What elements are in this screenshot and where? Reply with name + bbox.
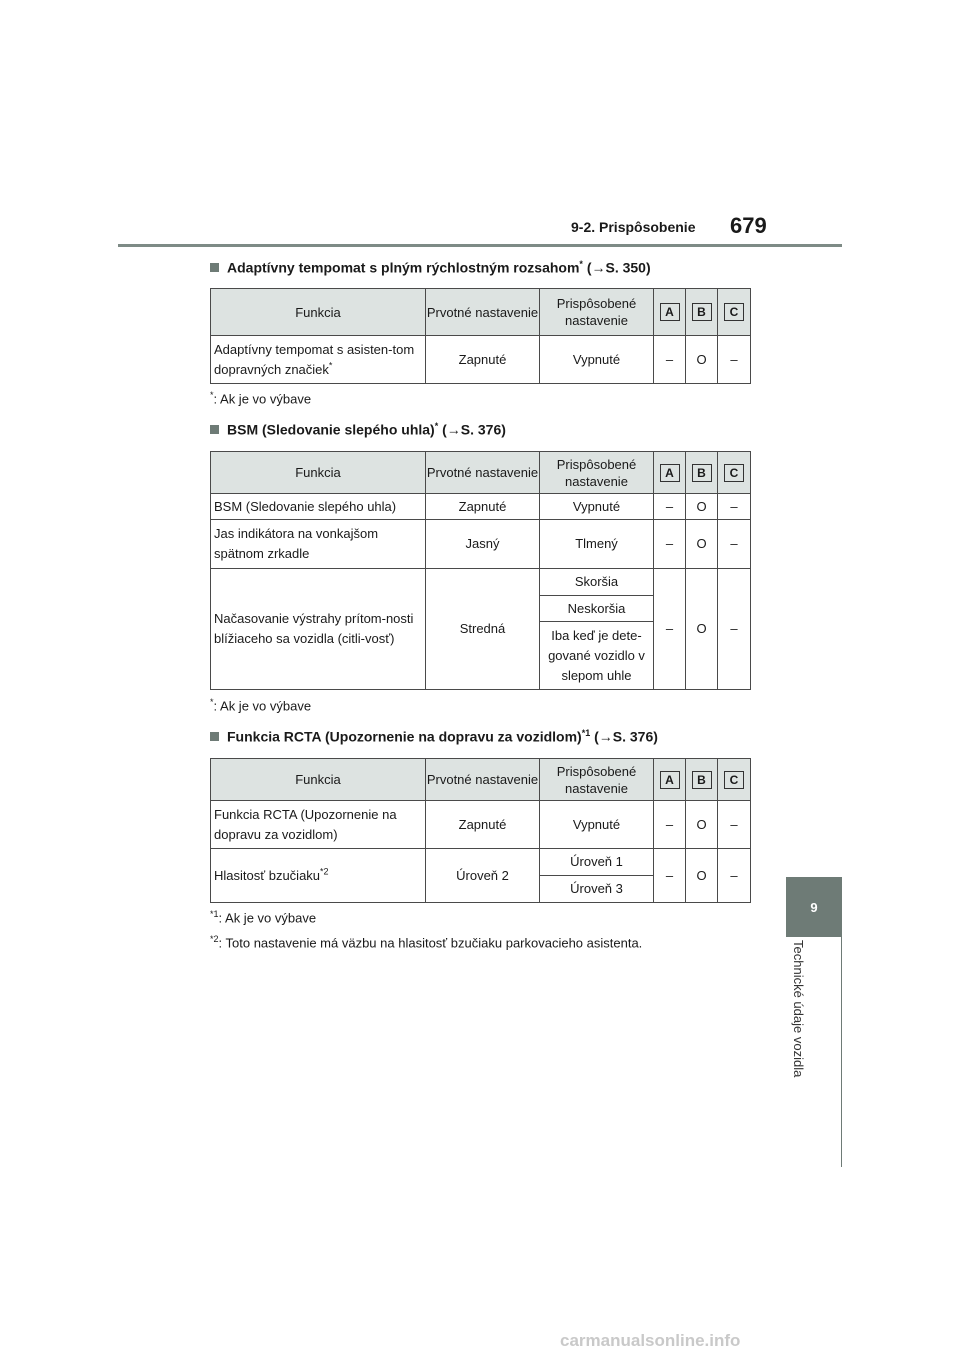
table-header-row: Funkcia Prvotné nastavenie Prispôsobené nastavenie A B C — [211, 759, 751, 801]
watermark: carmanualsonline.info — [560, 1331, 741, 1350]
table-row: Iba keď je dete-gované vozidlo v slepom uhle — [211, 622, 751, 690]
page-reference[interactable]: (→S. 376) — [442, 421, 506, 438]
table-row: Neskoršia — [211, 596, 751, 622]
section-title-rcta: Funkcia RCTA (Upozornenie na dopravu za vozidlom)$^{*1}$ (→S. 376) — [210, 728, 658, 745]
table-row: Jas indikátora na vonkajšom spätnom zrkadle Jasný Tlmený – O – — [211, 520, 751, 569]
column-a-icon: A — [660, 464, 680, 482]
table-row: Úroveň 3 — [211, 876, 751, 903]
page-reference[interactable]: (→S. 350) — [586, 259, 651, 276]
column-c-icon: C — [724, 303, 744, 321]
chapter-number: 9 — [810, 899, 818, 915]
chapter-divider — [841, 937, 842, 1167]
table-row: BSM (Sledovanie slepého uhla) Zapnuté Vypnuté – O – — [211, 494, 751, 520]
settings-table-bsm — [210, 451, 751, 690]
column-c-icon: C — [724, 771, 744, 789]
column-c-icon: C — [724, 464, 744, 482]
section-title-acc: Adaptívny tempomat s plným rýchlostným rozsahom* (→S. 350) — [210, 259, 651, 276]
column-a-icon: A — [660, 771, 680, 789]
chapter-title: Technické údaje vozidla — [791, 940, 806, 1078]
settings-table-acc — [210, 288, 751, 384]
footnote: *: Ak je vo výbave — [210, 697, 312, 714]
column-b-icon: B — [692, 771, 712, 789]
square-bullet-icon — [210, 732, 219, 741]
section-title-bsm: BSM (Sledovanie slepého uhla)* (→S. 376) — [210, 421, 506, 438]
square-bullet-icon — [210, 425, 219, 434]
chapter-tab — [786, 877, 842, 937]
footnote: $^{*1}$: Ak je vo výbave — [210, 909, 317, 926]
settings-table-rcta — [210, 758, 751, 903]
table-row: Adaptívny tempomat s asisten-tom dopravných značiek* Zapnuté Vypnuté – O – — [211, 336, 751, 384]
header-divider — [118, 244, 842, 247]
column-b-icon: B — [692, 303, 712, 321]
page-number: 679 — [730, 213, 767, 238]
table-header-row: Funkcia Prvotné nastavenie Prispôsobené nastavenie A B C — [211, 452, 751, 494]
table-row: Hlasitosť bzučiaku$^{*2}$ Úroveň 2 Úroveň 1 – O – — [211, 849, 751, 876]
column-a-icon: A — [660, 303, 680, 321]
footnote: $^{*2}$: Toto nastavenie má väzbu na hlasitosť bzučiaku parkovacieho asistenta. — [210, 934, 643, 951]
table-row: Načasovanie výstrahy prítom-nosti blížiaceho sa vozidla (citli-vosť) Stredná Skoršia – O – — [211, 569, 751, 596]
column-b-icon: B — [692, 464, 712, 482]
table-header-row: Funkcia Prvotné nastavenie Prispôsobené nastavenie A B C — [211, 289, 751, 336]
table-row: Funkcia RCTA (Upozornenie na dopravu za vozidlom) Zapnuté Vypnuté – O – — [211, 801, 751, 849]
page-reference[interactable]: (→S. 376) — [594, 728, 658, 745]
square-bullet-icon — [210, 263, 219, 272]
footnote: *: Ak je vo výbave — [210, 390, 312, 407]
section-heading: 9-2. Prispôsobenie — [571, 219, 696, 235]
